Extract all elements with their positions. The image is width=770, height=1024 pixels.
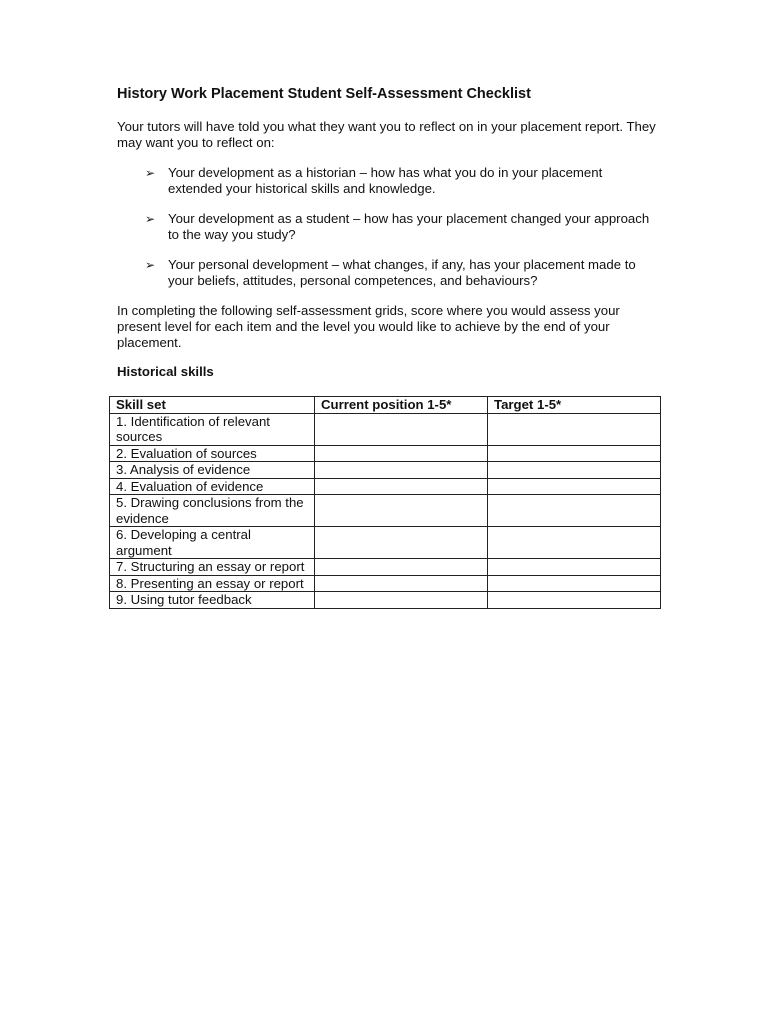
table-row <box>110 575 661 592</box>
header-skill-set: Skill set <box>110 397 315 414</box>
table-row <box>110 462 661 479</box>
table-row <box>110 559 661 576</box>
table-row <box>110 478 661 495</box>
table-row <box>110 592 661 609</box>
current-position-cell[interactable] <box>315 559 488 576</box>
target-cell[interactable] <box>488 413 661 445</box>
current-position-cell[interactable] <box>315 575 488 592</box>
current-position-cell[interactable] <box>315 462 488 479</box>
bullet-item-historian <box>145 165 655 197</box>
current-position-cell[interactable] <box>315 413 488 445</box>
current-position-cell[interactable] <box>315 527 488 559</box>
skill-cell: 7. Structuring an essay or report <box>110 559 315 576</box>
header-target: Target 1-5* <box>488 397 661 414</box>
target-cell[interactable] <box>488 445 661 462</box>
current-position-cell[interactable] <box>315 478 488 495</box>
document-title: History Work Placement Student Self-Assessment Checklist <box>117 86 531 102</box>
assessment-instructions: In completing the following self-assessment grids, score where you would assess your present level for each item and the level you would like to achieve by the end of your placement. <box>117 303 620 350</box>
target-cell[interactable] <box>488 478 661 495</box>
reflection-bullet-list <box>145 165 655 303</box>
skill-cell: 8. Presenting an essay or report <box>110 575 315 592</box>
skill-cell: 4. Evaluation of evidence <box>110 478 315 495</box>
current-position-cell[interactable] <box>315 495 488 527</box>
target-cell[interactable] <box>488 559 661 576</box>
intro-paragraph: Your tutors will have told you what they want you to reflect on in your placement report. They may want you to reflect on: <box>117 119 656 150</box>
bullet-text: Your development as a historian – how has what you do in your placement extended your historical skills and knowledge. <box>168 165 603 196</box>
target-cell[interactable] <box>488 527 661 559</box>
table-row <box>110 495 661 527</box>
skill-cell: 1. Identification of relevant sources <box>110 413 315 445</box>
skill-cell: 9. Using tutor feedback <box>110 592 315 609</box>
skill-cell: 2. Evaluation of sources <box>110 445 315 462</box>
bullet-text: Your personal development – what changes, if any, has your placement made to your beliefs, attitudes, personal competences, and behaviours? <box>168 257 636 288</box>
current-position-cell[interactable] <box>315 592 488 609</box>
target-cell[interactable] <box>488 575 661 592</box>
target-cell[interactable] <box>488 495 661 527</box>
skill-cell: 6. Developing a central argument <box>110 527 315 559</box>
current-position-cell[interactable] <box>315 445 488 462</box>
arrow-bullet-icon: ➢ <box>145 258 156 272</box>
skill-cell: 3. Analysis of evidence <box>110 462 315 479</box>
table-row <box>110 445 661 462</box>
bullet-text: Your development as a student – how has your placement changed your approach to the way you study? <box>168 211 650 242</box>
bullet-item-personal <box>145 257 655 289</box>
target-cell[interactable] <box>488 592 661 609</box>
arrow-bullet-icon: ➢ <box>145 166 156 180</box>
table-row <box>110 527 661 559</box>
bullet-item-student <box>145 211 655 243</box>
skill-cell: 5. Drawing conclusions from the evidence <box>110 495 315 527</box>
target-cell[interactable] <box>488 462 661 479</box>
table-row <box>110 413 661 445</box>
header-current-position: Current position 1-5* <box>315 397 488 414</box>
skills-table <box>109 396 661 609</box>
section-heading-historical-skills: Historical skills <box>117 364 214 379</box>
arrow-bullet-icon: ➢ <box>145 212 156 226</box>
table-header-row <box>110 397 661 414</box>
